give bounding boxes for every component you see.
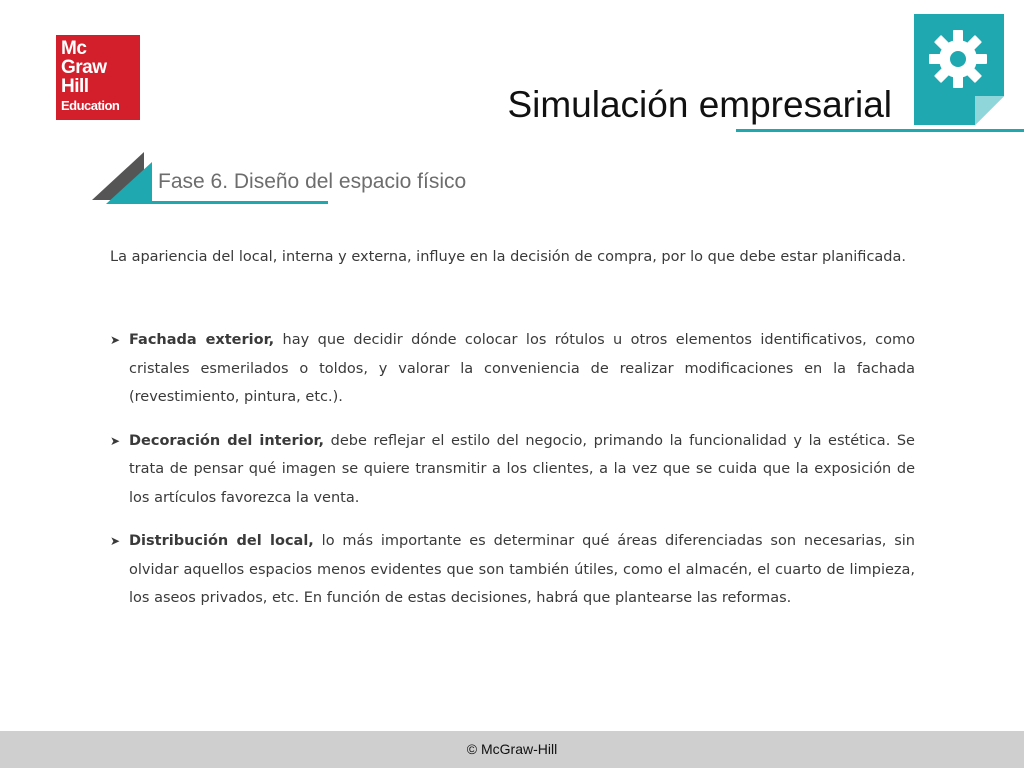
bullet-heading: Distribución del local, bbox=[129, 533, 314, 549]
logo-line-2: Graw bbox=[61, 57, 107, 78]
chevron-right-icon: ➤ bbox=[110, 333, 121, 347]
bullet-heading: Fachada exterior, bbox=[129, 332, 275, 348]
logo-line-4: Education bbox=[61, 98, 120, 113]
intro-paragraph: La apariencia del local, interna y externa, influye en la decisión de compra, por lo que debe estar planificada. bbox=[110, 249, 906, 265]
footer-bar bbox=[0, 731, 1024, 768]
mcgraw-hill-logo bbox=[56, 35, 140, 120]
bullet-item-decoracion bbox=[110, 427, 915, 513]
section-underline bbox=[152, 201, 328, 204]
bullet-list bbox=[110, 326, 915, 628]
bullet-text: lo más importante es determinar qué áreas diferenciadas son necesarias, sin olvidar aquellos espacios menos evidentes que son también útiles, como el almacén, el cuarto de limpieza, los aseos privados, etc. En función de estas decisiones, habrá que plantearse las reformas. bbox=[129, 533, 915, 606]
chevron-right-icon: ➤ bbox=[110, 534, 121, 548]
section-title: Fase 6. Diseño del espacio físico bbox=[158, 170, 467, 193]
title-underline bbox=[736, 129, 1024, 132]
chevron-right-icon: ➤ bbox=[110, 433, 121, 448]
bullet-item-distribucion bbox=[110, 527, 915, 613]
logo-line-1: Mc bbox=[61, 38, 87, 59]
bullet-heading: Decoración del interior, bbox=[129, 432, 325, 449]
logo-line-3: Hill bbox=[61, 76, 89, 97]
gear-icon bbox=[914, 14, 1004, 125]
bullet-item-fachada bbox=[110, 326, 915, 412]
bullet-text: debe reflejar el estilo del negocio, primando la funcionalidad y la estética. Se trata de pensar qué imagen se quiere transmitir a los clientes, a la vez que se cuida que la exposición de los artículos favorezca la venta. bbox=[129, 432, 915, 506]
copyright-text: © McGraw-Hill bbox=[466, 741, 558, 757]
bullet-text: hay que decidir dónde colocar los rótulos u otros elementos identificativos, como cristales esmerilados o toldos, y valorar la conveniencia de realizar modificaciones en la fachada (revestimiento, pintura, etc.). bbox=[129, 332, 915, 405]
page-title: Simulación empresarial bbox=[507, 84, 892, 125]
